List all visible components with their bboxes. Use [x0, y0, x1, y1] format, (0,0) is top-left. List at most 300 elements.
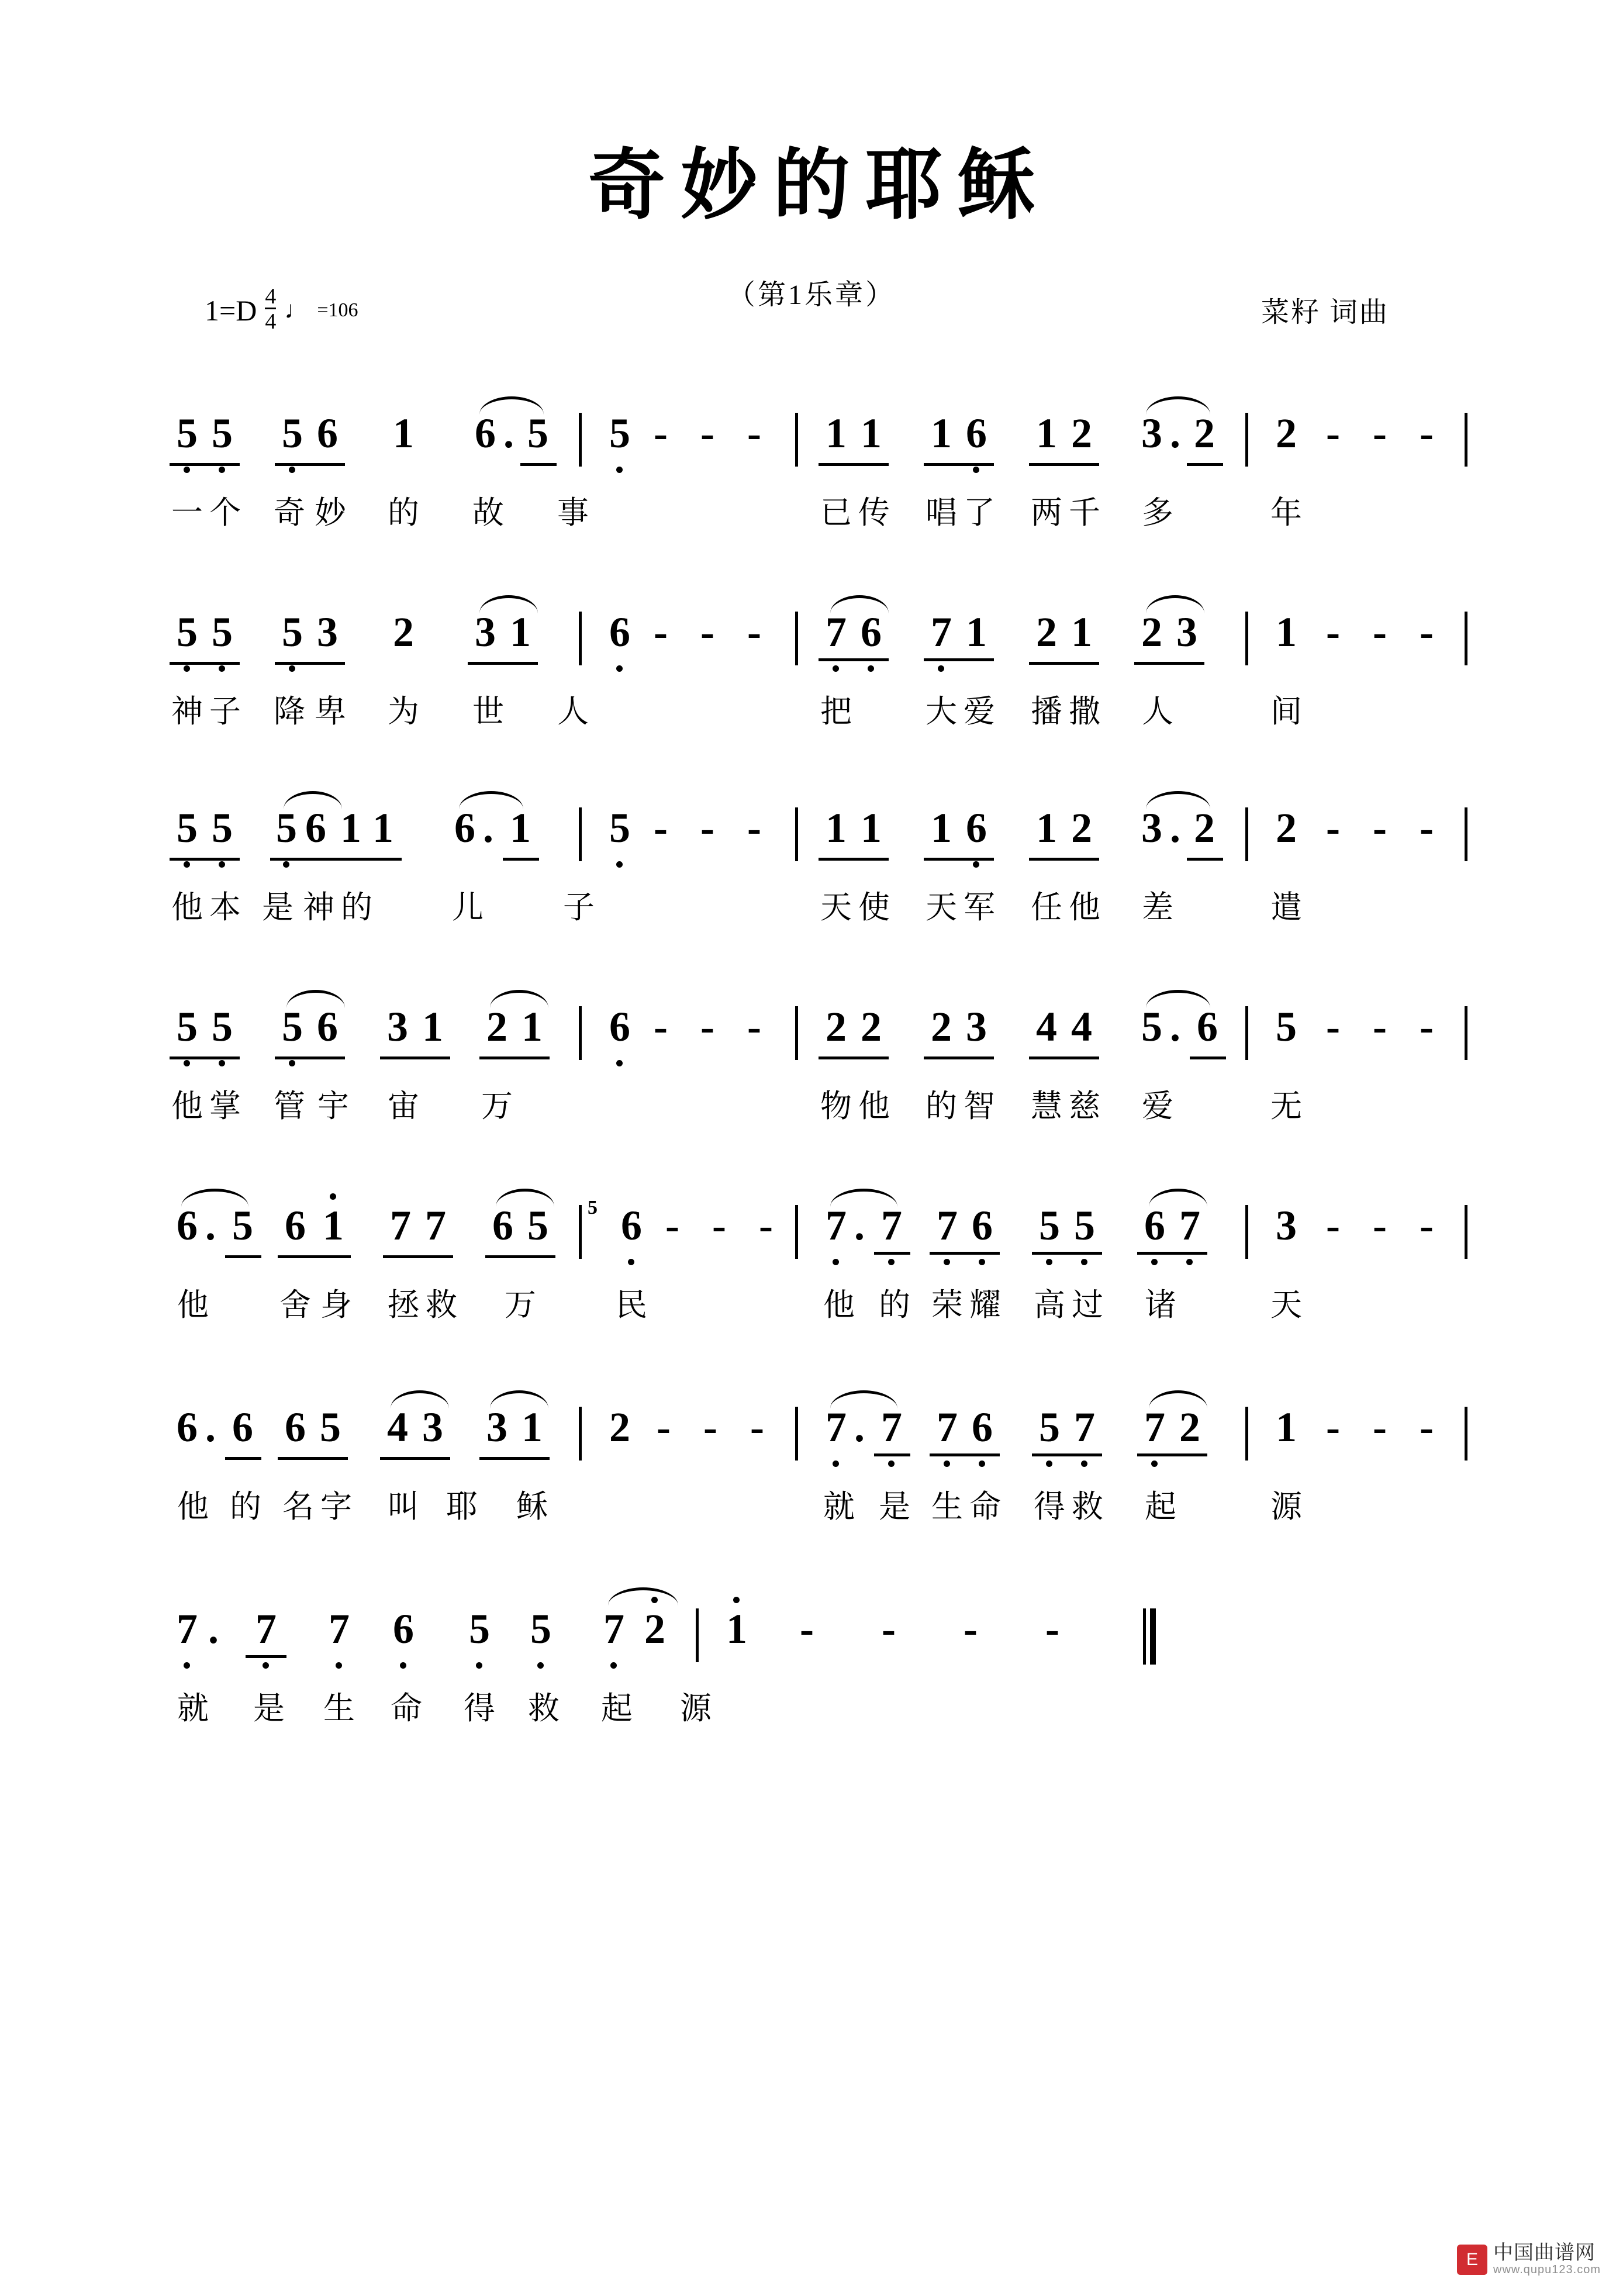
hold-dash: - — [747, 805, 761, 851]
note: 7 — [255, 1606, 277, 1652]
beam — [479, 1056, 550, 1059]
barline — [579, 1205, 582, 1259]
note: 5 — [282, 609, 303, 655]
note: 1 — [522, 1404, 543, 1451]
note: 1 — [826, 805, 847, 851]
hold-dash: - — [1373, 410, 1387, 457]
hold-dash: - — [700, 1003, 714, 1050]
lyric-syllable: 降 — [274, 694, 305, 729]
octave-dot-high — [733, 1597, 740, 1603]
lyric-syllable: 他 — [823, 1287, 855, 1323]
note: 2 — [826, 1003, 847, 1050]
lyric-syllable: 间 — [1270, 694, 1302, 729]
barline — [795, 807, 798, 861]
lyric-syllable: 智 — [964, 1089, 995, 1124]
note: 5 — [1074, 1202, 1095, 1249]
lyric-syllable: 子 — [563, 890, 595, 925]
lyric-syllable: 神 — [303, 890, 334, 925]
note: 5 — [212, 609, 233, 655]
note: 5 — [212, 1003, 233, 1050]
slur — [490, 1390, 548, 1408]
final-barline — [1143, 1608, 1156, 1665]
note: 3 — [966, 1003, 987, 1050]
octave-dot-low — [979, 1461, 985, 1467]
lyric-syllable: 的 — [926, 1089, 957, 1124]
note: 6 — [317, 410, 338, 457]
site-watermark — [1457, 2243, 1601, 2276]
lyric-syllable: 掌 — [209, 1089, 241, 1124]
note: 5 — [177, 410, 198, 457]
note: 1 — [1036, 805, 1057, 851]
note: 6 — [492, 1202, 513, 1249]
note: 5 — [212, 410, 233, 457]
note: 5 — [282, 1003, 303, 1050]
barline — [579, 1006, 582, 1060]
movement-subtitle: （第1乐章） — [727, 279, 896, 310]
barline — [1465, 413, 1467, 467]
barline — [579, 1407, 582, 1461]
augmentation-dot: . — [1170, 410, 1180, 457]
note: 7 — [826, 1202, 847, 1249]
octave-dot-low — [616, 665, 623, 672]
hold-dash: - — [747, 410, 761, 457]
beam — [1187, 858, 1223, 861]
hold-dash: - — [1326, 805, 1340, 851]
lyric-syllable: 人 — [557, 694, 589, 729]
slur — [496, 1189, 554, 1207]
beam — [930, 1453, 1000, 1456]
lyric-syllable: 遣 — [1270, 890, 1302, 925]
octave-dot-low — [944, 1461, 950, 1467]
octave-dot-low — [616, 861, 623, 868]
octave-dot-low — [833, 665, 839, 672]
slur — [608, 1587, 678, 1606]
slur — [479, 396, 544, 415]
beam — [479, 1457, 550, 1460]
octave-dot-high — [330, 1193, 336, 1200]
hold-dash: - — [1420, 1404, 1434, 1451]
lyric-syllable: 耶 — [446, 1489, 478, 1524]
octave-dot-low — [283, 861, 289, 868]
note: 2 — [393, 609, 414, 655]
lyric-syllable: 得 — [464, 1691, 495, 1726]
hold-dash: - — [657, 1404, 671, 1451]
note: 1 — [861, 805, 882, 851]
barline — [1245, 1407, 1248, 1461]
octave-dot-low — [628, 1259, 634, 1265]
hold-dash: - — [1373, 805, 1387, 851]
octave-dot-low — [263, 1662, 269, 1669]
note: 2 — [486, 1003, 507, 1050]
lyric-syllable: 撒 — [1069, 694, 1100, 729]
lyric-syllable: 天 — [926, 890, 957, 925]
note: 7 — [826, 609, 847, 655]
beam — [520, 463, 557, 466]
barline — [1245, 1205, 1248, 1259]
tempo-marking: =106 — [317, 299, 358, 321]
barline — [795, 1205, 798, 1259]
key-signature: 1=D — [205, 294, 257, 327]
beam — [468, 662, 538, 665]
beam — [278, 1457, 348, 1460]
beam — [1032, 1252, 1102, 1255]
note: 4 — [1036, 1003, 1057, 1050]
system-7 — [170, 1605, 1467, 1739]
hold-dash: - — [1420, 805, 1434, 851]
hold-dash: - — [703, 1404, 717, 1451]
note: 6 — [1197, 1003, 1218, 1050]
beam — [170, 463, 240, 466]
lyric-syllable: 唱 — [926, 495, 957, 530]
grace-note: 5 — [588, 1197, 598, 1218]
lyric-syllable: 天 — [820, 890, 852, 925]
barline — [1245, 612, 1248, 665]
octave-dot-low — [537, 1662, 544, 1669]
note: 5 — [609, 410, 630, 457]
note: 5 — [1039, 1404, 1060, 1451]
hold-dash: - — [750, 1404, 764, 1451]
beam — [1029, 858, 1099, 861]
note: 7 — [177, 1606, 198, 1652]
lyric-syllable: 多 — [1142, 495, 1173, 530]
octave-dot-low — [1186, 1259, 1193, 1265]
lyric-syllable: 差 — [1142, 890, 1173, 925]
octave-dot-low — [219, 861, 225, 868]
barline — [1245, 807, 1248, 861]
hold-dash: - — [1326, 410, 1340, 457]
slur — [391, 1390, 449, 1408]
octave-dot-low — [973, 467, 979, 473]
note: 5 — [609, 805, 630, 851]
note: 5 — [177, 609, 198, 655]
hold-dash: - — [665, 1202, 679, 1249]
octave-dot-low — [833, 1461, 839, 1467]
note: 3 — [475, 609, 496, 655]
barline — [579, 612, 582, 665]
lyric-syllable: 两 — [1031, 495, 1062, 530]
lyric-syllable: 慈 — [1069, 1089, 1100, 1124]
note: 6 — [621, 1202, 642, 1249]
octave-dot-low — [184, 1060, 190, 1066]
beam — [819, 658, 889, 661]
lyric-syllable: 妙 — [315, 495, 346, 530]
note: 5 — [212, 805, 233, 851]
note: 7 — [931, 609, 952, 655]
hold-dash: - — [1326, 1404, 1340, 1451]
hold-dash: - — [1326, 1003, 1340, 1050]
note: 6 — [966, 410, 987, 457]
note: 6 — [609, 1003, 630, 1050]
octave-dot-low — [833, 1259, 839, 1265]
beam — [485, 1255, 555, 1258]
lyric-syllable: 世 — [472, 694, 504, 729]
note: 6 — [861, 609, 882, 655]
hold-dash: - — [700, 410, 714, 457]
note: 1 — [1071, 609, 1092, 655]
beam — [278, 1255, 351, 1258]
beam — [170, 858, 240, 861]
hold-dash: - — [1326, 609, 1340, 655]
octave-dot-low — [1151, 1461, 1158, 1467]
beam — [1137, 1453, 1207, 1456]
lyric-syllable: 叫 — [388, 1489, 419, 1524]
octave-dot-low — [219, 467, 225, 473]
notes-row — [170, 804, 1467, 874]
octave-dot-low — [336, 1662, 342, 1669]
note: 6 — [475, 410, 496, 457]
watermark-site-url: www.qupu123.com — [1493, 2263, 1601, 2276]
lyrics-row — [170, 882, 1467, 938]
note: 6 — [966, 805, 987, 851]
note: 6 — [177, 1404, 198, 1451]
lyric-syllable: 荣 — [931, 1287, 963, 1323]
lyric-syllable: 个 — [209, 495, 241, 530]
note: 1 — [510, 805, 531, 851]
note: 2 — [931, 1003, 952, 1050]
note: 7 — [329, 1606, 350, 1652]
augmentation-dot: . — [205, 1404, 216, 1451]
note: 3 — [387, 1003, 408, 1050]
note: 1 — [931, 805, 952, 851]
barline — [1245, 1006, 1248, 1060]
beam — [383, 1255, 453, 1258]
system-3 — [170, 804, 1467, 938]
composer-credit: 菜籽 词曲 — [1261, 297, 1389, 328]
slur — [459, 791, 523, 809]
note: 7 — [881, 1404, 902, 1451]
lyric-syllable: 年 — [1270, 495, 1302, 530]
note: 2 — [1179, 1404, 1200, 1451]
lyric-syllable: 故 — [472, 495, 504, 530]
lyric-syllable: 拯 — [388, 1287, 419, 1323]
notes-row — [170, 1403, 1467, 1473]
lyric-syllable: 是 — [879, 1489, 910, 1524]
beam — [874, 1252, 910, 1255]
octave-dot-low — [868, 665, 874, 672]
beam — [225, 1457, 261, 1460]
note: 7 — [390, 1202, 411, 1249]
note: 7 — [1144, 1404, 1165, 1451]
lyric-syllable: 的 — [230, 1489, 261, 1524]
lyric-syllable: 人 — [1142, 694, 1173, 729]
slur — [490, 990, 548, 1008]
note: 2 — [1141, 609, 1162, 655]
lyric-syllable: 诸 — [1145, 1287, 1176, 1323]
lyric-syllable: 物 — [820, 1089, 852, 1124]
octave-dot-low — [938, 665, 944, 672]
lyric-syllable: 耀 — [969, 1287, 1001, 1323]
barline — [795, 1407, 798, 1461]
note: 1 — [393, 410, 414, 457]
lyric-syllable: 天 — [1270, 1287, 1302, 1323]
notes-row — [170, 409, 1467, 479]
lyric-syllable: 救 — [426, 1287, 457, 1323]
octave-dot-low — [400, 1662, 406, 1669]
beam — [170, 662, 240, 665]
lyric-syllable: 就 — [823, 1489, 855, 1524]
lyric-syllable: 大 — [926, 694, 957, 729]
note: 3 — [317, 609, 338, 655]
beam — [1032, 1453, 1102, 1456]
lyric-syllable: 命 — [391, 1691, 422, 1726]
lyric-syllable: 救 — [1072, 1489, 1103, 1524]
lyric-syllable: 稣 — [516, 1489, 548, 1524]
octave-dot-low — [973, 861, 979, 868]
lyric-syllable: 的 — [388, 495, 419, 530]
lyric-syllable: 救 — [528, 1691, 560, 1726]
note: 7 — [425, 1202, 446, 1249]
barline — [795, 1006, 798, 1060]
note: 5 — [1141, 1003, 1162, 1050]
beam — [246, 1655, 286, 1658]
slur — [1149, 1189, 1207, 1207]
note: 1 — [422, 1003, 443, 1050]
lyrics-row — [170, 1482, 1467, 1538]
system-6 — [170, 1403, 1467, 1538]
barline — [579, 413, 582, 467]
note: 2 — [1071, 410, 1092, 457]
note: 6 — [232, 1404, 253, 1451]
octave-dot-low — [610, 1662, 617, 1669]
system-1 — [170, 409, 1467, 544]
beam — [1137, 1252, 1207, 1255]
lyric-syllable: 千 — [1069, 495, 1100, 530]
note: 5 — [320, 1404, 341, 1451]
watermark-site-name: 中国曲谱网 — [1493, 2242, 1596, 2264]
lyric-syllable: 舍 — [279, 1287, 311, 1323]
note: 6 — [177, 1202, 198, 1249]
octave-dot-low — [1151, 1259, 1158, 1265]
note: 5 — [469, 1606, 490, 1652]
note: 1 — [1036, 410, 1057, 457]
slur — [479, 595, 538, 613]
lyrics-row — [170, 1683, 1467, 1739]
lyric-syllable: 本 — [209, 890, 241, 925]
augmentation-dot: . — [854, 1404, 865, 1451]
beam — [275, 662, 345, 665]
note: 7 — [881, 1202, 902, 1249]
note: 3 — [486, 1404, 507, 1451]
augmentation-dot: . — [205, 1202, 216, 1249]
lyric-syllable: 神 — [171, 694, 203, 729]
slur — [830, 1390, 897, 1408]
hold-dash: - — [1420, 609, 1434, 655]
note: 5 — [276, 805, 297, 851]
note: 6 — [285, 1404, 306, 1451]
note: 5 — [527, 410, 548, 457]
page-title: 奇妙的耶稣 — [588, 143, 1050, 229]
lyric-syllable: 事 — [557, 495, 589, 530]
note: 2 — [1276, 410, 1297, 457]
hold-dash: - — [1326, 1202, 1340, 1249]
beam — [275, 463, 345, 466]
lyric-syllable: 军 — [964, 890, 995, 925]
note: 1 — [340, 805, 361, 851]
notes-row — [170, 608, 1467, 678]
lyric-syllable: 播 — [1031, 694, 1062, 729]
lyric-syllable: 万 — [481, 1089, 513, 1124]
note: 1 — [1276, 1404, 1297, 1451]
octave-dot-low — [616, 467, 623, 473]
hold-dash: - — [1420, 410, 1434, 457]
lyric-syllable: 源 — [1270, 1489, 1302, 1524]
lyric-syllable: 了 — [964, 495, 995, 530]
lyric-syllable: 就 — [177, 1691, 209, 1726]
barline — [696, 1608, 699, 1662]
hold-dash: - — [1373, 609, 1387, 655]
note: 7 — [937, 1202, 958, 1249]
hold-dash: - — [1373, 1404, 1387, 1451]
lyric-syllable: 身 — [320, 1287, 352, 1323]
barline — [579, 807, 582, 861]
lyric-syllable: 名 — [282, 1489, 314, 1524]
hold-dash: - — [882, 1606, 896, 1652]
notes-row — [170, 1003, 1467, 1073]
notes-row — [170, 1605, 1467, 1675]
note: 1 — [966, 609, 987, 655]
lyric-syllable: 奇 — [274, 495, 305, 530]
note: 6 — [305, 805, 326, 851]
octave-dot-low — [184, 467, 190, 473]
lyrics-row — [170, 1280, 1467, 1336]
note: 4 — [387, 1404, 408, 1451]
key-and-tempo — [205, 286, 358, 334]
octave-dot-low — [289, 665, 295, 672]
note: 5 — [530, 1606, 551, 1652]
lyric-syllable: 他 — [177, 1287, 209, 1323]
beam — [503, 858, 539, 861]
octave-dot-low — [1046, 1461, 1052, 1467]
lyric-syllable: 高 — [1034, 1287, 1065, 1323]
hold-dash: - — [654, 609, 668, 655]
beam — [380, 1056, 450, 1059]
note: 7 — [937, 1404, 958, 1451]
beam — [924, 463, 994, 466]
lyric-syllable: 万 — [505, 1287, 536, 1323]
beam — [819, 858, 889, 861]
lyrics-row — [170, 686, 1467, 743]
octave-dot-low — [944, 1259, 950, 1265]
note: 7 — [1074, 1404, 1095, 1451]
beam — [225, 1255, 261, 1258]
note: 4 — [1071, 1003, 1092, 1050]
lyric-syllable: 生 — [323, 1691, 355, 1726]
octave-dot-low — [184, 861, 190, 868]
lyric-syllable: 是 — [262, 890, 293, 925]
system-4 — [170, 1003, 1467, 1137]
lyric-syllable: 他 — [177, 1489, 209, 1524]
lyric-syllable: 命 — [969, 1489, 1001, 1524]
octave-dot-low — [1081, 1461, 1087, 1467]
slur — [830, 1189, 897, 1207]
hold-dash: - — [712, 1202, 726, 1249]
hold-dash: - — [700, 805, 714, 851]
note: 6 — [454, 805, 475, 851]
lyric-syllable: 生 — [931, 1489, 963, 1524]
note: 1 — [323, 1202, 344, 1249]
hold-dash: - — [1045, 1606, 1059, 1652]
lyric-syllable: 一 — [171, 495, 203, 530]
note: 3 — [1141, 805, 1162, 851]
note: 5 — [282, 410, 303, 457]
hold-dash: - — [700, 609, 714, 655]
lyric-syllable: 传 — [858, 495, 890, 530]
lyric-syllable: 是 — [253, 1691, 285, 1726]
note: 1 — [522, 1003, 543, 1050]
note: 1 — [726, 1606, 747, 1652]
note: 5 — [1039, 1202, 1060, 1249]
note: 7 — [1179, 1202, 1200, 1249]
